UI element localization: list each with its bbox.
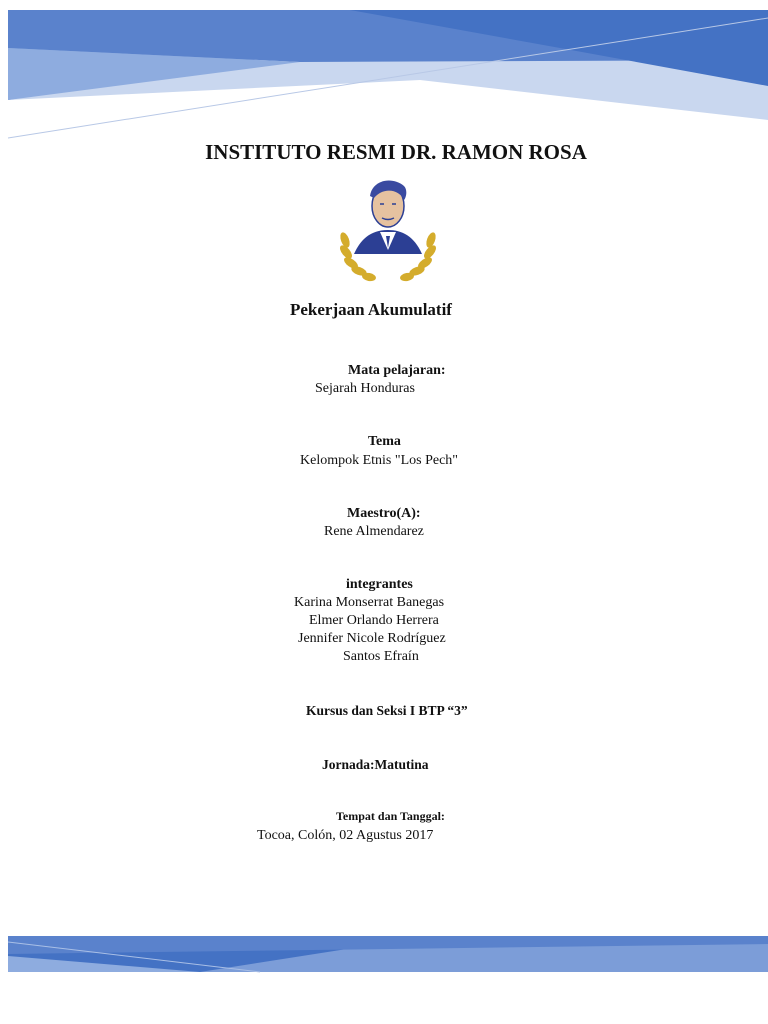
theme-label: Tema	[368, 434, 401, 449]
place-value: Tocoa, Colón, 02 Agustus 2017	[257, 828, 434, 843]
subject-value: Sejarah Honduras	[315, 381, 415, 396]
member-name: Karina Monserrat Banegas	[294, 595, 445, 610]
header-decoration	[0, 0, 768, 150]
subject-label: Mata pelajaran:	[348, 363, 446, 378]
shift-line: Jornada:Matutina	[322, 757, 429, 772]
teacher-value: Rene Almendarez	[324, 524, 424, 539]
theme-value: Kelompok Etnis "Los Pech"	[300, 453, 459, 468]
teacher-label: Maestro(A):	[347, 506, 421, 521]
member-name: Santos Efraín	[343, 649, 419, 664]
member-name: Jennifer Nicole Rodríguez	[298, 631, 446, 646]
document-subtitle: Pekerjaan Akumulatif	[290, 300, 452, 319]
footer-decoration	[0, 930, 768, 980]
portrait-emblem-icon	[336, 174, 440, 288]
members-label: integrantes	[346, 577, 413, 592]
place-label: Tempat dan Tanggal:	[336, 809, 445, 823]
course-line: Kursus dan Seksi I BTP “3”	[306, 703, 468, 718]
page-title: INSTITUTO RESMI DR. RAMON ROSA	[205, 140, 587, 164]
member-name: Elmer Orlando Herrera	[309, 613, 439, 628]
